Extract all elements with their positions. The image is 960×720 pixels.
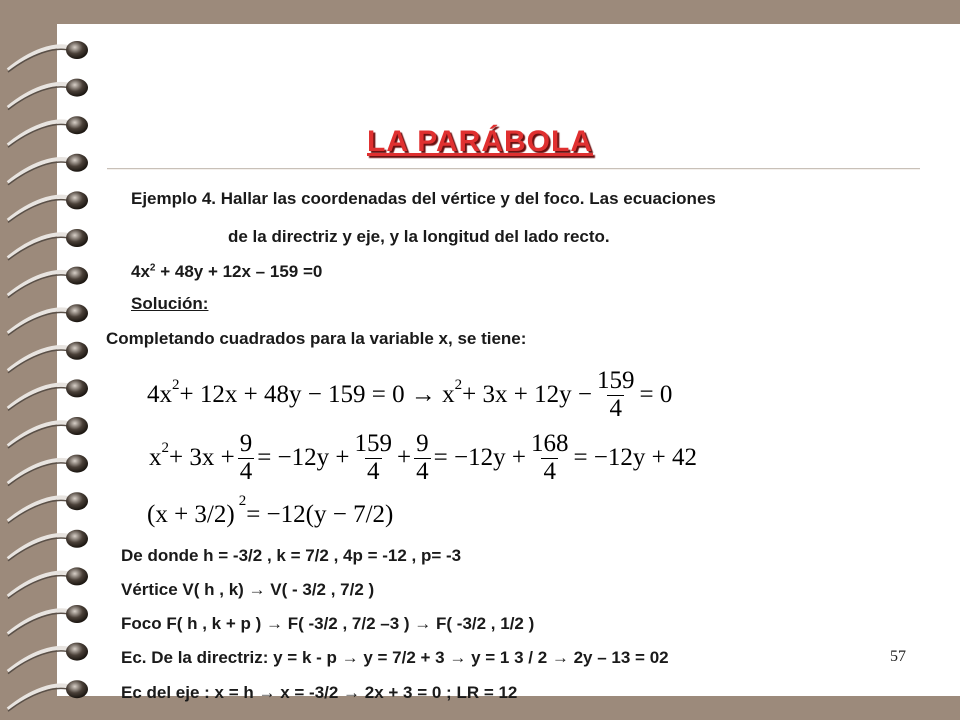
eq1-exp2: 2 <box>454 377 463 393</box>
given-equation <box>131 262 322 282</box>
result-eje: Ec del eje : x = h → x = -3/2 → 2x + 3 = 0 ; LR = 12 <box>121 683 518 702</box>
eq1-num: 159 <box>596 367 635 395</box>
eq3-right: = −12(y − 7/2) <box>246 501 394 528</box>
result-vertice: Vértice V( h , k) → V( - 3/2 , 7/2 ) <box>121 580 375 599</box>
eq2-part2: = −12y + <box>257 444 350 471</box>
binding-hole <box>66 304 88 322</box>
eq2-part4: = −12y + <box>433 444 526 471</box>
binding-hole <box>66 342 88 360</box>
eq2-f2-num: 159 <box>354 430 393 458</box>
eq2-fraction-4 <box>529 431 571 485</box>
eq1-exp1: 2 <box>172 377 180 393</box>
completing-squares-text: Completando cuadrados para la variable x, se tiene: <box>106 329 527 348</box>
eq2-f2-den: 4 <box>367 457 380 485</box>
binding-hole <box>66 492 88 510</box>
example-line-1: Ejemplo 4. Hallar las coordenadas del vértice y del foco. Las ecuaciones <box>131 189 716 208</box>
equation-3 <box>147 493 393 537</box>
binding-hole <box>66 567 88 585</box>
spiral-binding <box>0 0 100 720</box>
eq2-end: = −12y + 42 <box>573 444 697 471</box>
binding-hole <box>66 455 88 473</box>
eq2-f4-num: 168 <box>530 430 569 458</box>
eq2-f1-num: 9 <box>239 430 253 458</box>
binding-hole <box>66 229 88 247</box>
eq2-f1-den: 4 <box>239 457 253 485</box>
given-equation-rest: + 48y + 12x – 159 =0 <box>155 262 323 281</box>
eq2-part1: + 3x + <box>169 444 235 471</box>
eq2-f4-den: 4 <box>543 457 556 485</box>
binding-hole <box>66 79 88 97</box>
eq2-term: x <box>149 444 162 471</box>
result-foco: Foco F( h , k + p ) → F( -3/2 , 7/2 –3 ) → F( -3/2 , 1/2 ) <box>121 614 535 633</box>
eq1-end: = 0 <box>639 381 673 408</box>
solution-label: Solución: <box>131 294 209 313</box>
title-divider <box>107 168 920 170</box>
eq2-fraction-1 <box>238 431 255 485</box>
binding-hole <box>66 41 88 59</box>
eq2-part3: + <box>397 444 412 471</box>
eq3-left: (x + 3/2) <box>147 501 235 528</box>
binding-hole <box>66 191 88 209</box>
binding-hole <box>66 680 88 698</box>
given-equation-exponent: 2 <box>149 262 156 274</box>
result-dedonde: De donde h = -3/2 , k = 7/2 , 4p = -12 , p= -3 <box>121 546 462 565</box>
eq2-fraction-3 <box>414 431 431 485</box>
eq1-part1: + 12x + 48y − 159 = 0 → x <box>179 381 455 408</box>
binding-hole <box>66 530 88 548</box>
page-title: LA PARÁBOLA <box>367 125 593 158</box>
eq1-part2: + 3x + 12y − <box>462 381 592 408</box>
binding-hole <box>66 379 88 397</box>
binding-hole <box>66 605 88 623</box>
eq1-den: 4 <box>609 394 622 422</box>
equation-1 <box>147 365 672 425</box>
eq2-fraction-2 <box>353 431 395 485</box>
result-directriz: Ec. De la directriz: y = k - p → y = 7/2 + 3 → y = 1 3 / 2 → 2y – 13 = 02 <box>121 648 669 667</box>
binding-hole <box>66 643 88 661</box>
eq2-f3-den: 4 <box>416 457 429 485</box>
eq3-exp: 2 <box>238 493 247 509</box>
equation-2 <box>149 428 697 488</box>
eq2-f3-num: 9 <box>416 430 429 458</box>
example-line-2: de la directriz y eje, y la longitud del lado recto. <box>228 227 610 246</box>
eq1-term: 4x <box>147 381 172 408</box>
page-number: 57 <box>890 648 906 665</box>
given-equation-base: 4x <box>131 262 150 281</box>
eq2-exp: 2 <box>161 440 169 456</box>
binding-hole <box>66 267 88 285</box>
eq1-fraction <box>595 368 637 422</box>
binding-hole <box>66 417 88 435</box>
